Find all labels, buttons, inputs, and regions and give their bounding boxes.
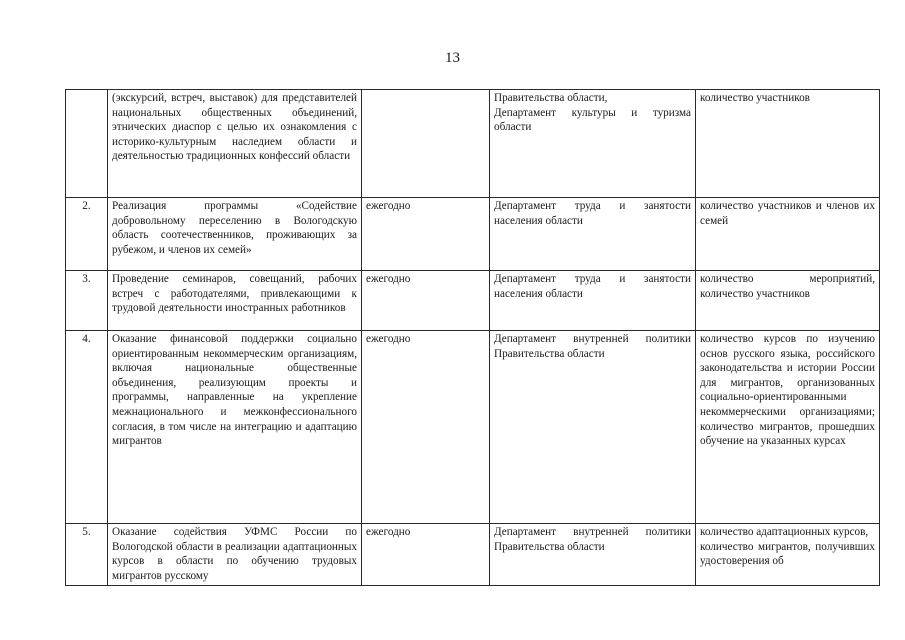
indicator: количество адаптационных курсов, количество мигрантов, получивших удостоверения об (696, 524, 880, 586)
indicator: количество участников (696, 90, 880, 198)
measure-description: Проведение семинаров, совещаний, рабочих встреч с работодателями, привлекающими к трудовой деятельности иностранных работников (108, 271, 362, 331)
table-row (66, 331, 880, 524)
row-number: 4. (66, 331, 108, 524)
indicator: количество участников и членов их семей (696, 198, 880, 271)
measure-description: (экскурсий, встреч, выставок) для представителей национальных общественных объединений, этнических диаспор с целью их ознакомления с историко-культурным наследием области и деятельностью традиционных конфессий области (108, 90, 362, 198)
table-row (66, 524, 880, 586)
execution-term (362, 90, 490, 198)
responsible-body: Департамент внутренней политики Правительства области (490, 331, 696, 524)
row-number (66, 90, 108, 198)
row-number: 2. (66, 198, 108, 271)
table-row (66, 271, 880, 331)
table-row (66, 90, 880, 198)
execution-term: ежегодно (362, 524, 490, 586)
table-row (66, 198, 880, 271)
responsible-body: Департамент труда и занятости населения области (490, 198, 696, 271)
responsible-body: Департамент внутренней политики Правительства области (490, 524, 696, 586)
indicator: количество мероприятий, количество участников (696, 271, 880, 331)
measure-description: Оказание финансовой поддержки социально ориентированным некоммерческим организациям, включая национальные общественные объединения, реализующим проекты и программы, направленные на укрепление межнационального и межконфессионального согласия, в том числе на интеграцию и адаптацию мигрантов (108, 331, 362, 524)
execution-term: ежегодно (362, 198, 490, 271)
responsible-body: Правительства области, Департамент культуры и туризма области (490, 90, 696, 198)
row-number: 5. (66, 524, 108, 586)
execution-term: ежегодно (362, 271, 490, 331)
execution-term: ежегодно (362, 331, 490, 524)
page-number: 13 (445, 50, 460, 66)
measures-table (65, 89, 880, 586)
responsible-body: Департамент труда и занятости населения области (490, 271, 696, 331)
measure-description: Оказание содействия УФМС России по Вологодской области в реализации адаптационных курсов в области по обучению трудовых мигрантов русскому (108, 524, 362, 586)
row-number: 3. (66, 271, 108, 331)
indicator: количество курсов по изучению основ русского языка, российского законодательства и истории России для мигрантов, организованных социально-ориентированными некоммерческими организациями; количество мигрантов, прошедших обучение на указанных курсах (696, 331, 880, 524)
measure-description: Реализация программы «Содействие добровольному переселению в Вологодскую область соотечественников, проживающих за рубежом, и членов их семей» (108, 198, 362, 271)
